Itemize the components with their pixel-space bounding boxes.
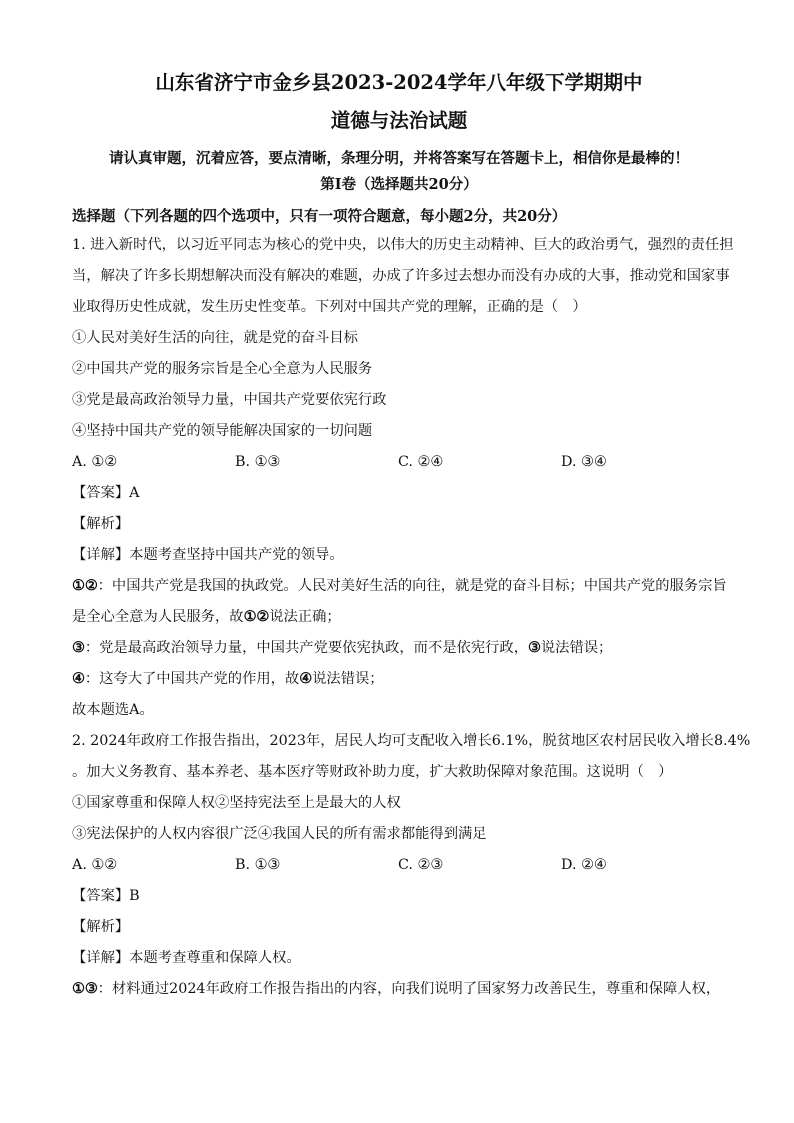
exam-subtitle: 道德与法治试题 xyxy=(330,109,468,132)
q2-detail: 【详解】本题考查尊重和保障人权。 xyxy=(72,950,301,966)
q2-option-d: D. ②④ xyxy=(561,857,607,873)
q1-detail: 【详解】本题考查坚持中国共产党的领导。 xyxy=(72,547,344,563)
question-1 xyxy=(72,230,734,726)
q2-option-a: A. ①② xyxy=(72,857,118,873)
q2-statement: ①国家尊重和保障人权②坚持宪法至上是最大的人权 xyxy=(72,795,401,811)
q1-statement: ①人民对美好生活的向往，就是党的奋斗目标 xyxy=(72,330,358,346)
q1-explanation-3 xyxy=(72,664,726,695)
q1-explanation-1b xyxy=(72,602,726,633)
q1-exp2-text: ：党是最高政治领导力量，中国共产党要依宪执政，而不是依宪行政， xyxy=(84,640,529,656)
q1-explanation-1 xyxy=(72,571,726,602)
q2-answer: 【答案】B xyxy=(72,888,140,904)
q1-statement: ③党是最高政治领导力量，中国共产党要依宪行政 xyxy=(72,392,387,408)
q1-exp2-key: ③ xyxy=(72,640,85,656)
q2-stem-line: 。加大义务教育、基本养老、基本医疗等财政补助力度，扩大救助保障对象范围。这说明（ ） xyxy=(72,764,673,780)
q1-stem-line: 1. 进入新时代，以习近平同志为核心的党中央，以伟大的历史主动精神、巨大的政治勇气，强烈的责任担 xyxy=(72,237,734,253)
q2-options xyxy=(72,850,726,881)
q1-exp2-post: 说法错误； xyxy=(540,640,613,656)
q1-exp1b-text: 是全心全意为人民服务，故 xyxy=(72,609,244,625)
q2-explanation-1 xyxy=(72,974,726,1005)
q1-option-c: C. ②④ xyxy=(398,454,444,470)
q2-option-c: C. ②③ xyxy=(398,857,444,873)
exam-title: 山东省济宁市金乡县2023-2024学年八年级下学期期中 xyxy=(155,71,643,94)
q1-exp1b-key: ①② xyxy=(243,609,270,625)
q2-exp1-key: ①③ xyxy=(72,981,98,997)
q1-option-b: B. ①③ xyxy=(235,454,281,470)
q1-exp3-key: ④ xyxy=(72,671,85,687)
q1-statement: ④坚持中国共产党的领导能解决国家的一切问题 xyxy=(72,423,373,439)
q1-options xyxy=(72,447,726,478)
q1-exp1-key: ①② xyxy=(72,578,98,594)
q1-exp3-post: 说法错误； xyxy=(312,671,384,687)
q2-exp1-text: ：材料通过2024年政府工作报告指出的内容，向我们说明了国家努力改善民生，尊重和保障人权， xyxy=(97,981,721,997)
q1-exp3-text: ：这夸大了中国共产党的作用，故 xyxy=(84,671,300,687)
q1-exp3-key2: ④ xyxy=(299,671,313,687)
q1-stem-line: 业取得历史性成就，发生历史性变革。下列对中国共产党的理解，正确的是（ ） xyxy=(72,299,587,315)
question-2 xyxy=(72,726,751,1005)
q1-exp1b-post: 说法正确； xyxy=(269,609,341,625)
q1-option-d: D. ③④ xyxy=(561,454,607,470)
q1-answer: 【答案】A xyxy=(72,485,140,501)
q1-stem-line: 当，解决了许多长期想解决而没有解决的难题，办成了许多过去想办而没有办成的大事，推动党和国家事 xyxy=(72,268,730,284)
part-label: 选择题（下列各题的四个选项中，只有一项符合题意，每小题2分，共20分） xyxy=(72,208,567,225)
q2-statement: ③宪法保护的人权内容很广泛④我国人民的所有需求都能得到满足 xyxy=(72,826,487,842)
q1-explanation-2 xyxy=(72,633,726,664)
q1-conclusion: 故本题选A。 xyxy=(72,702,154,718)
q1-exp2-key2: ③ xyxy=(528,640,541,656)
exam-instruction: 请认真审题，沉着应答，要点清晰，条理分明，并将答案写在答题卡上，相信你是最棒的！ xyxy=(109,150,689,167)
q2-analysis-label: 【解析】 xyxy=(72,919,130,935)
q1-option-a: A. ①② xyxy=(72,454,118,470)
q1-analysis-label: 【解析】 xyxy=(72,516,130,532)
q1-exp1-text: ：中国共产党是我国的执政党。人民对美好生活的向往，就是党的奋斗目标；中国共产党的服务宗旨 xyxy=(97,578,727,594)
section-heading: 第Ⅰ卷（选择题共20分） xyxy=(320,176,478,193)
q1-statement: ②中国共产党的服务宗旨是全心全意为人民服务 xyxy=(72,361,373,377)
q2-option-b: B. ①③ xyxy=(235,857,281,873)
q2-stem-line: 2. 2024年政府工作报告指出，2023年，居民人均可支配收入增长6.1%，脱贫地区农村居民收入增长8.4% xyxy=(72,733,751,749)
